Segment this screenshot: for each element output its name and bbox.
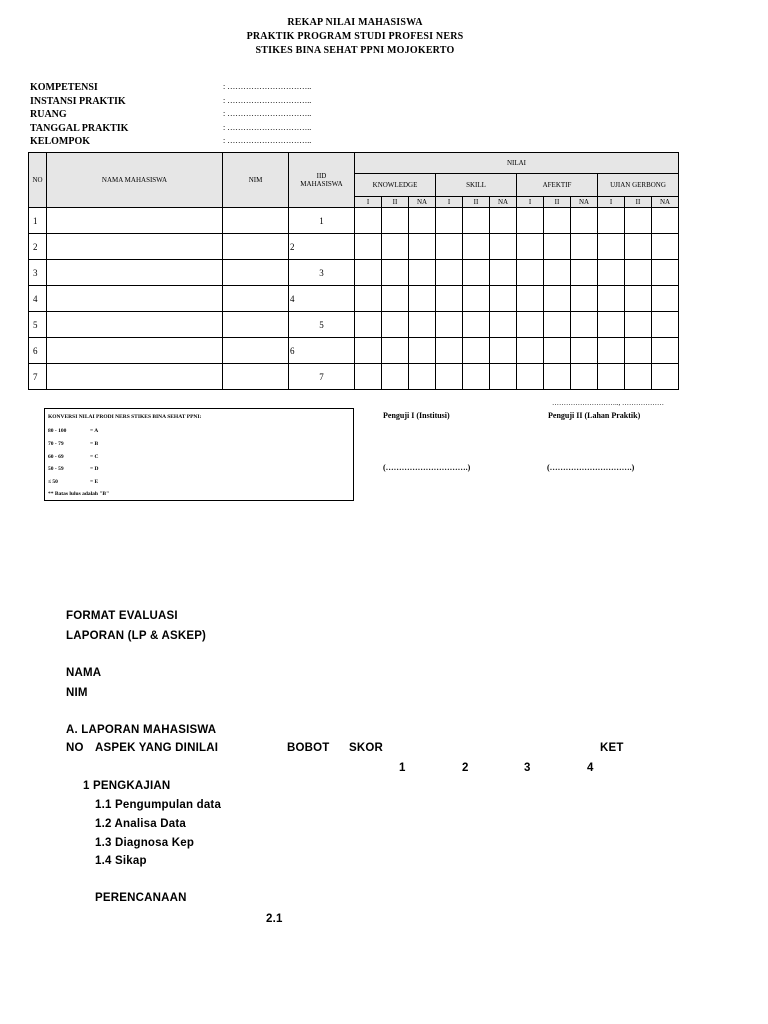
info-field[interactable]: : ………………………….. — [223, 122, 312, 132]
doc-title-line3: STIKES BINA SEHAT PPNI MOJOKERTO — [255, 45, 455, 56]
nim-cell[interactable] — [223, 364, 289, 390]
score-cell[interactable] — [652, 234, 679, 260]
info-row-ruang — [30, 109, 370, 123]
score-cell[interactable] — [571, 338, 598, 364]
score-cell[interactable] — [625, 312, 652, 338]
score-cell[interactable] — [625, 260, 652, 286]
table-row — [29, 260, 679, 286]
score-cell[interactable] — [463, 286, 490, 312]
table-row — [29, 312, 679, 338]
score-cell[interactable] — [382, 208, 409, 234]
score-3: 3 — [524, 762, 531, 774]
score-cell[interactable] — [571, 208, 598, 234]
table-row — [29, 338, 679, 364]
nim-cell[interactable] — [223, 312, 289, 338]
score-cell[interactable] — [355, 286, 382, 312]
score-cell[interactable] — [409, 286, 436, 312]
iid-cell: 7 — [289, 364, 355, 390]
info-label: RUANG — [30, 109, 67, 121]
col-bobot: BOBOT — [287, 742, 330, 754]
score-cell[interactable] — [571, 260, 598, 286]
signature-date-field[interactable]: ……………………….., ……………… — [552, 399, 664, 407]
iid-cell: 4 — [289, 286, 355, 312]
konversi-box — [44, 408, 354, 501]
info-row-tanggal — [30, 123, 370, 137]
score-cell[interactable] — [463, 312, 490, 338]
score-cell[interactable] — [409, 338, 436, 364]
score-cell[interactable] — [436, 312, 463, 338]
info-row-instansi — [30, 96, 370, 110]
score-cell[interactable] — [517, 338, 544, 364]
score-cell[interactable] — [463, 234, 490, 260]
nim-cell[interactable] — [223, 260, 289, 286]
score-cell[interactable] — [652, 312, 679, 338]
score-cell[interactable] — [490, 260, 517, 286]
score-cell[interactable] — [598, 260, 625, 286]
score-cell[interactable] — [544, 260, 571, 286]
iid-cell: 6 — [289, 338, 355, 364]
score-cell[interactable] — [598, 286, 625, 312]
konversi-grade: = D — [90, 466, 99, 472]
score-cell[interactable] — [490, 364, 517, 390]
score-cell[interactable] — [598, 338, 625, 364]
score-2: 2 — [462, 762, 469, 774]
score-cell[interactable] — [355, 338, 382, 364]
score-1: 1 — [399, 762, 406, 774]
score-cell[interactable] — [463, 364, 490, 390]
info-label: INSTANSI PRAKTIK — [30, 95, 126, 107]
iid-cell: 5 — [289, 312, 355, 338]
subheader-na: NA — [652, 197, 679, 208]
subheader-ii: II — [382, 197, 409, 208]
score-cell[interactable] — [544, 234, 571, 260]
score-cell[interactable] — [490, 208, 517, 234]
score-cell[interactable] — [652, 260, 679, 286]
score-cell[interactable] — [625, 338, 652, 364]
score-cell[interactable] — [544, 338, 571, 364]
header-nilai: NILAI — [355, 153, 679, 174]
subheader-ii: II — [463, 197, 490, 208]
subheader-ii: II — [625, 197, 652, 208]
penguji2-label: Penguji II (Lahan Praktik) — [548, 411, 641, 420]
score-cell[interactable] — [463, 208, 490, 234]
nama-cell[interactable] — [47, 286, 223, 312]
score-cell[interactable] — [625, 234, 652, 260]
score-cell[interactable] — [625, 208, 652, 234]
score-cell[interactable] — [571, 312, 598, 338]
score-cell[interactable] — [490, 312, 517, 338]
score-cell[interactable] — [355, 364, 382, 390]
info-field[interactable]: : ………………………….. — [223, 136, 312, 146]
score-cell[interactable] — [355, 208, 382, 234]
score-cell[interactable] — [598, 364, 625, 390]
row-number: 6 — [29, 338, 47, 364]
score-cell[interactable] — [382, 338, 409, 364]
score-cell[interactable] — [490, 338, 517, 364]
row-number: 1 — [29, 208, 47, 234]
nim-cell[interactable] — [223, 234, 289, 260]
score-cell[interactable] — [652, 286, 679, 312]
iid-cell: 3 — [289, 260, 355, 286]
nim-cell[interactable] — [223, 338, 289, 364]
eval-nim-label: NIM — [66, 687, 88, 699]
sub-item: 1.4 Sikap — [95, 855, 147, 867]
info-label: KOMPETENSI — [30, 82, 98, 93]
subheader-na: NA — [571, 197, 598, 208]
col-skor: SKOR — [349, 742, 384, 754]
row-number: 2 — [29, 234, 47, 260]
nama-cell[interactable] — [47, 364, 223, 390]
subheader-i: I — [598, 197, 625, 208]
score-cell[interactable] — [571, 364, 598, 390]
header-nim: NIM — [223, 153, 289, 208]
score-cell[interactable] — [571, 286, 598, 312]
item-pengkajian: 1 PENGKAJIAN — [83, 780, 171, 792]
score-cell[interactable] — [436, 338, 463, 364]
sub-item: 1.2 Analisa Data — [95, 818, 186, 830]
score-cell[interactable] — [625, 286, 652, 312]
row-number: 5 — [29, 312, 47, 338]
score-cell[interactable] — [598, 234, 625, 260]
score-cell[interactable] — [382, 234, 409, 260]
doc-title-line2: PRAKTIK PROGRAM STUDI PROFESI NERS — [246, 31, 464, 42]
score-cell[interactable] — [625, 364, 652, 390]
subheader-i: I — [436, 197, 463, 208]
score-cell[interactable] — [652, 364, 679, 390]
score-cell[interactable] — [409, 312, 436, 338]
header-nama: NAMA MAHASISWA — [47, 153, 223, 208]
score-cell[interactable] — [463, 338, 490, 364]
nama-cell[interactable] — [47, 312, 223, 338]
info-row-kompetensi — [30, 82, 370, 96]
konversi-grade: = C — [90, 454, 99, 460]
score-cell[interactable] — [436, 234, 463, 260]
score-cell[interactable] — [355, 312, 382, 338]
subheader-na: NA — [409, 197, 436, 208]
score-cell[interactable] — [517, 312, 544, 338]
konversi-range: 80 - 100 — [48, 428, 67, 434]
score-cell[interactable] — [517, 208, 544, 234]
score-cell[interactable] — [490, 234, 517, 260]
score-cell[interactable] — [409, 364, 436, 390]
info-label: TANGGAL PRAKTIK — [30, 122, 129, 134]
konversi-range: 60 - 69 — [48, 454, 64, 460]
info-field[interactable]: : ………………………….. — [223, 82, 312, 91]
konversi-grade: = E — [90, 479, 99, 485]
info-field[interactable]: : ………………………….. — [223, 95, 312, 105]
score-4: 4 — [587, 762, 594, 774]
score-cell[interactable] — [544, 286, 571, 312]
score-cell[interactable] — [436, 260, 463, 286]
score-cell[interactable] — [652, 338, 679, 364]
score-cell[interactable] — [544, 364, 571, 390]
doc-title-line1: REKAP NILAI MAHASISWA — [287, 17, 423, 28]
score-cell[interactable] — [544, 312, 571, 338]
subheader-na: NA — [490, 197, 517, 208]
sub-item: 1.3 Diagnosa Kep — [95, 837, 195, 849]
section-a-title: A. LAPORAN MAHASISWA — [66, 724, 217, 736]
nim-cell[interactable] — [223, 286, 289, 312]
score-cell[interactable] — [463, 260, 490, 286]
konversi-grade: = A — [90, 428, 99, 434]
table-body — [29, 208, 679, 390]
score-cell[interactable] — [598, 312, 625, 338]
konversi-title: KONVERSI NILAI PRODI NERS STIKES BINA SEHAT PPNI: — [48, 414, 202, 420]
score-cell[interactable] — [544, 208, 571, 234]
nama-cell[interactable] — [47, 234, 223, 260]
col-aspek: ASPEK YANG DINILAI — [95, 742, 219, 754]
konversi-note: ** Batas lulus adalah "B" — [48, 491, 110, 497]
iid-cell: 1 — [289, 208, 355, 234]
col-no: NO — [66, 742, 84, 754]
score-cell[interactable] — [355, 234, 382, 260]
penguji1-signature-field[interactable]: (………………………….) — [383, 463, 471, 472]
nama-cell[interactable] — [47, 260, 223, 286]
sub-item: 1.1 Pengumpulan data — [95, 799, 222, 811]
info-label: KELOMPOK — [30, 136, 90, 148]
score-cell[interactable] — [598, 208, 625, 234]
row-number: 3 — [29, 260, 47, 286]
score-cell[interactable] — [436, 364, 463, 390]
konversi-grade: = B — [90, 441, 99, 447]
header-iid: IID MAHASISWA — [289, 153, 355, 208]
score-cell[interactable] — [436, 286, 463, 312]
table-row — [29, 234, 679, 260]
score-cell[interactable] — [517, 260, 544, 286]
score-cell[interactable] — [382, 260, 409, 286]
subheader-i: I — [517, 197, 544, 208]
score-cell[interactable] — [409, 208, 436, 234]
penguji1-label: Penguji I (Institusi) — [383, 411, 450, 420]
nim-cell[interactable] — [223, 208, 289, 234]
eval-title1: FORMAT EVALUASI — [66, 610, 178, 622]
score-cell[interactable] — [517, 286, 544, 312]
score-cell[interactable] — [382, 312, 409, 338]
table-row — [29, 364, 679, 390]
score-cell[interactable] — [355, 260, 382, 286]
info-block — [30, 82, 370, 150]
score-cell[interactable] — [409, 260, 436, 286]
eval-title2: LAPORAN (LP & ASKEP) — [66, 630, 207, 642]
score-cell[interactable] — [517, 234, 544, 260]
nama-cell[interactable] — [47, 208, 223, 234]
table-row — [29, 208, 679, 234]
nama-cell[interactable] — [47, 338, 223, 364]
header-afektif: AFEKTIF — [517, 174, 598, 197]
info-row-kelompok — [30, 136, 370, 150]
score-cell[interactable] — [436, 208, 463, 234]
score-cell[interactable] — [382, 364, 409, 390]
info-field[interactable]: : ………………………….. — [223, 109, 312, 119]
konversi-range: ≤ 50 — [48, 479, 58, 485]
row-number: 7 — [29, 364, 47, 390]
col-ket: KET — [600, 742, 624, 754]
item-perencanaan: PERENCANAAN — [95, 892, 187, 904]
penguji2-signature-field[interactable]: (………………………….) — [547, 463, 635, 472]
header-skill: SKILL — [436, 174, 517, 197]
konversi-range: 50 - 59 — [48, 466, 64, 472]
grade-table — [28, 152, 679, 390]
header-ujian-gerbong: UJIAN GERBONG — [598, 174, 679, 197]
item-2-1: 2.1 — [266, 913, 283, 925]
header-knowledge: KNOWLEDGE — [355, 174, 436, 197]
table-row — [29, 286, 679, 312]
row-number: 4 — [29, 286, 47, 312]
iid-cell: 2 — [289, 234, 355, 260]
score-cell[interactable] — [490, 286, 517, 312]
header-no: NO — [29, 153, 47, 208]
score-cell[interactable] — [409, 234, 436, 260]
score-cell[interactable] — [517, 364, 544, 390]
score-cell[interactable] — [652, 208, 679, 234]
eval-nama-label: NAMA — [66, 667, 102, 679]
subheader-ii: II — [544, 197, 571, 208]
score-cell[interactable] — [382, 286, 409, 312]
konversi-range: 70 - 79 — [48, 441, 64, 447]
score-cell[interactable] — [571, 234, 598, 260]
subheader-i: I — [355, 197, 382, 208]
